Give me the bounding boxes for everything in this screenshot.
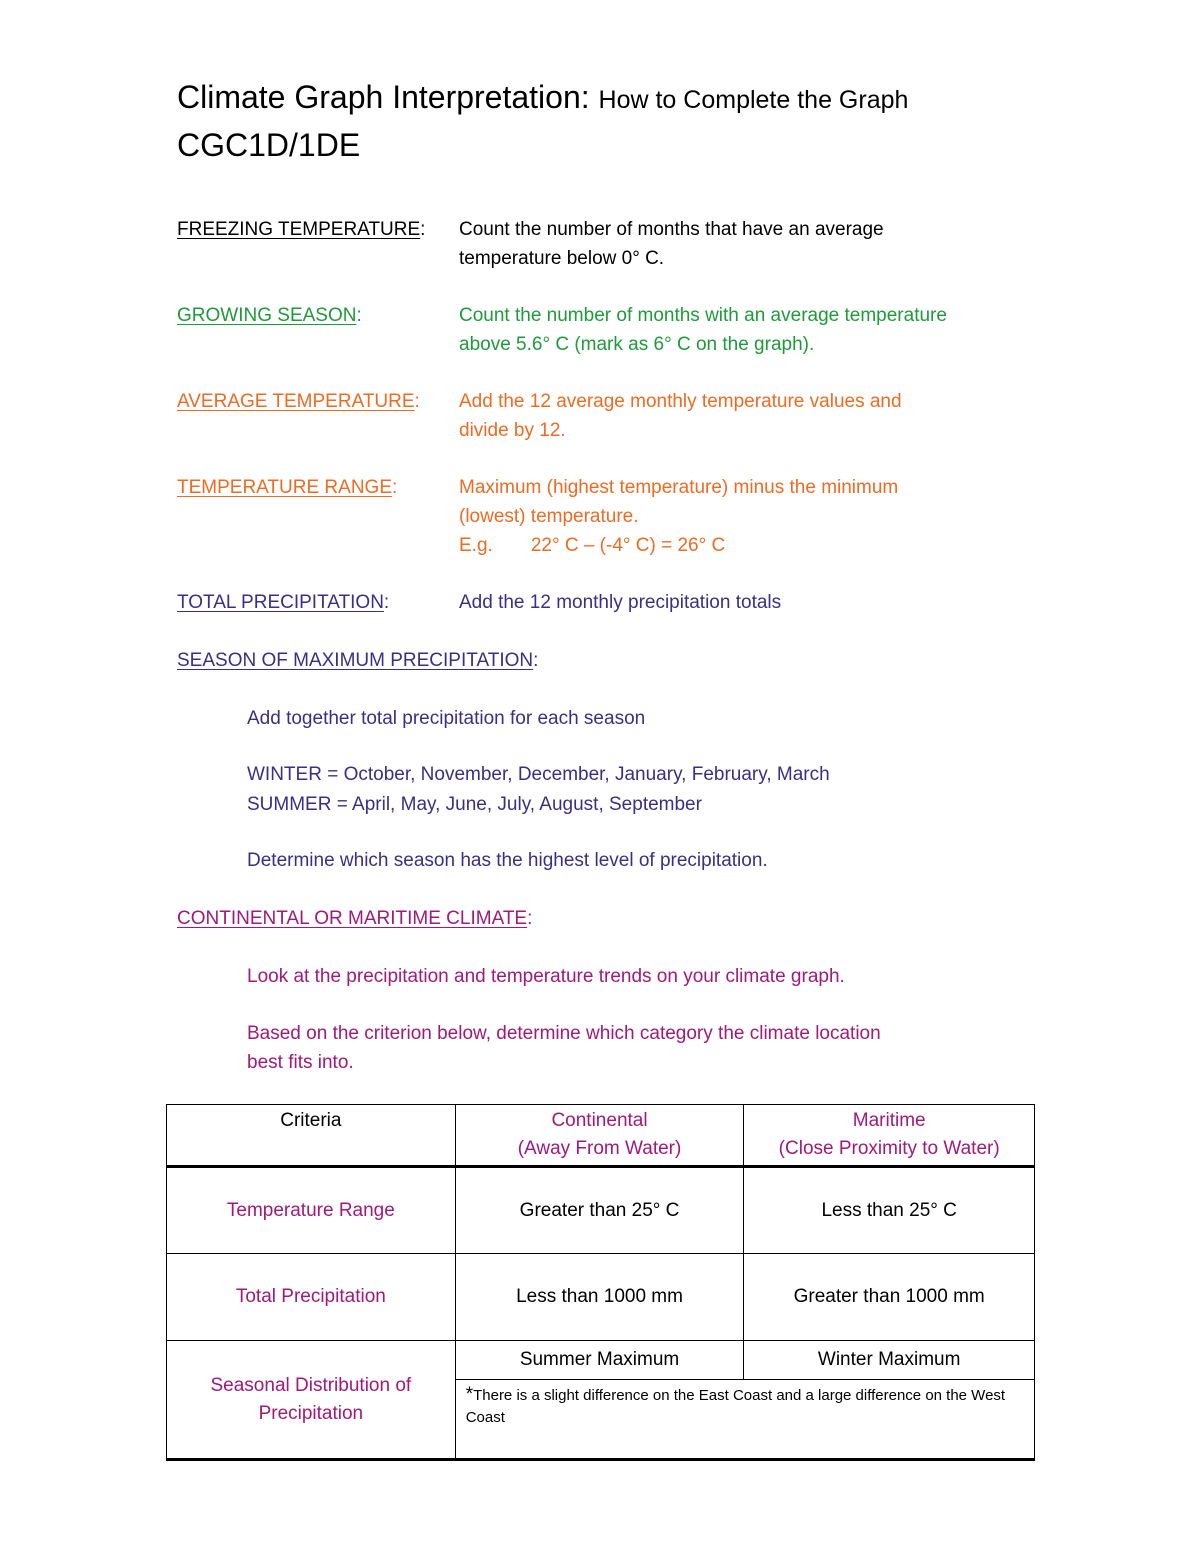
table-row bbox=[167, 1341, 1035, 1380]
header-criteria: Criteria bbox=[167, 1105, 456, 1167]
seasonal-note bbox=[455, 1380, 1034, 1460]
note-text: There is a slight difference on the East Coast and a large difference on the West Coast bbox=[465, 1387, 1006, 1426]
average-temperature-desc-1: Add the 12 average monthly temperature values and bbox=[459, 391, 902, 412]
row-total-precipitation-maritime: Greater than 1000 mm bbox=[744, 1254, 1035, 1341]
header-maritime-sub: (Close Proximity to Water) bbox=[778, 1138, 1000, 1159]
header-maritime-title: Maritime bbox=[852, 1110, 926, 1131]
season-summer-months: SUMMER = April, May, June, July, August, September bbox=[247, 794, 702, 815]
row-seasonal-continental: Summer Maximum bbox=[455, 1341, 744, 1380]
temperature-range-label: TEMPERATURE RANGE: bbox=[177, 477, 398, 498]
growing-season-desc-2: above 5.6° C (mark as 6° C on the graph). bbox=[459, 334, 815, 355]
growing-season-desc-1: Count the number of months with an average temperature bbox=[459, 305, 947, 326]
page-title bbox=[177, 76, 908, 121]
climate-type-label: CONTINENTAL OR MARITIME CLIMATE: bbox=[177, 908, 533, 929]
average-temperature-desc-2: divide by 12. bbox=[459, 420, 566, 441]
temperature-range-example bbox=[459, 531, 725, 560]
average-temperature-label: AVERAGE TEMPERATURE: bbox=[177, 391, 420, 412]
growing-season-label: GROWING SEASON: bbox=[177, 305, 362, 326]
climate-type-based-2: best fits into. bbox=[247, 1052, 354, 1073]
row-seasonal-criterion bbox=[167, 1341, 456, 1460]
climate-type-based-1: Based on the criterion below, determine which category the climate location bbox=[247, 1023, 881, 1044]
title-subtitle: How to Complete the Graph bbox=[598, 86, 909, 114]
total-precipitation-desc: Add the 12 monthly precipitation totals bbox=[459, 592, 782, 613]
header-maritime bbox=[744, 1105, 1035, 1167]
row-temperature-range-maritime: Less than 25° C bbox=[744, 1167, 1035, 1254]
title-main: Climate Graph Interpretation: bbox=[177, 79, 590, 115]
row-temperature-range-continental: Greater than 25° C bbox=[455, 1167, 744, 1254]
seasonal-criterion-line-2: Precipitation bbox=[258, 1402, 364, 1424]
temperature-range-desc-1: Maximum (highest temperature) minus the minimum bbox=[459, 477, 899, 498]
table-header-row bbox=[167, 1105, 1035, 1167]
season-max-intro: Add together total precipitation for each season bbox=[247, 708, 646, 729]
table-row bbox=[167, 1167, 1035, 1254]
seasonal-criterion-line-1: Seasonal Distribution of bbox=[210, 1374, 412, 1396]
temperature-range-desc-2: (lowest) temperature. bbox=[459, 506, 639, 527]
row-seasonal-maritime: Winter Maximum bbox=[744, 1341, 1035, 1380]
season-max-label: SEASON OF MAXIMUM PRECIPITATION: bbox=[177, 650, 539, 671]
season-winter-months: WINTER = October, November, December, January, February, March bbox=[247, 764, 830, 785]
header-continental-title: Continental bbox=[551, 1110, 648, 1131]
total-precipitation-label: TOTAL PRECIPITATION: bbox=[177, 592, 390, 613]
row-total-precipitation-criterion: Total Precipitation bbox=[167, 1254, 456, 1341]
example-formula: 22° C – (-4° C) = 26° C bbox=[530, 535, 726, 556]
course-code: CGC1D/1DE bbox=[177, 127, 361, 163]
header-continental bbox=[455, 1105, 744, 1167]
row-temperature-range-criterion: Temperature Range bbox=[167, 1167, 456, 1254]
note-asterisk: * bbox=[465, 1384, 474, 1405]
freezing-temperature-desc-2: temperature below 0° C. bbox=[459, 248, 665, 269]
row-total-precipitation-continental: Less than 1000 mm bbox=[455, 1254, 744, 1341]
freezing-temperature-label: FREEZING TEMPERATURE: bbox=[177, 219, 426, 240]
freezing-temperature-desc-1: Count the number of months that have an average bbox=[459, 219, 884, 240]
example-prefix: E.g. bbox=[459, 535, 493, 556]
climate-type-look: Look at the precipitation and temperature trends on your climate graph. bbox=[247, 966, 845, 987]
season-max-conclusion: Determine which season has the highest level of precipitation. bbox=[247, 850, 768, 871]
header-continental-sub: (Away From Water) bbox=[517, 1138, 682, 1159]
table-row bbox=[167, 1254, 1035, 1341]
criteria-table bbox=[166, 1104, 1035, 1461]
